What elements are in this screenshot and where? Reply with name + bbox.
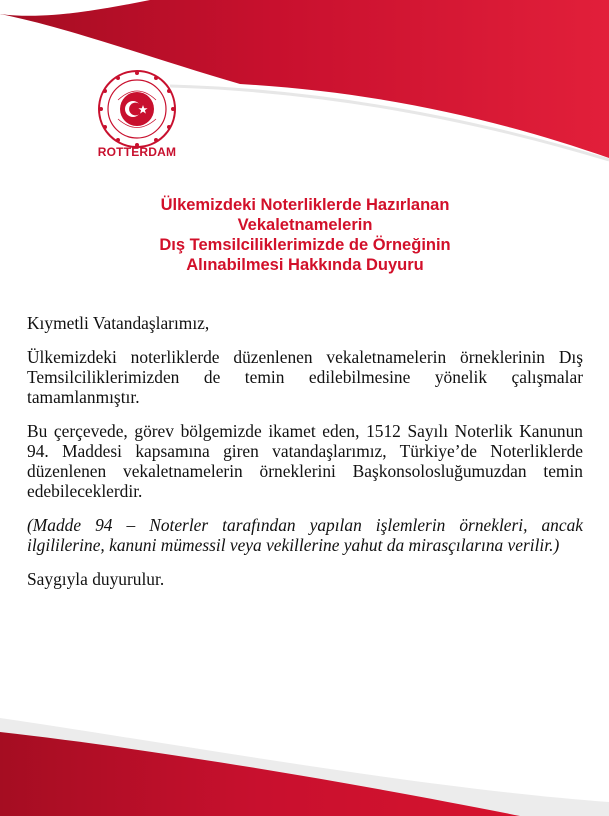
closing-line: Saygıyla duyurulur. (27, 569, 165, 589)
body-paragraph-2: Bu çerçevede, görev bölgemizde ikamet eden, 1512 Sayılı Noterlik Kanunun 94. Maddesi kapsamına giren vatandaşlarımız, Türkiye’de Noterliklerde düzenlenen vekaletnamelerin örneklerini Başkonsolosluğumuzdan temin edebileceklerdir. (27, 421, 583, 501)
greeting: Kıymetli Vatandaşlarımız, (27, 313, 210, 333)
announcement-body (27, 313, 583, 589)
title-line: Dış Temsilciliklerimizde de Örneğinin (159, 236, 451, 254)
title-line: Ülkemizdeki Noterliklerde Hazırlanan (160, 196, 450, 214)
consulate-city-name: ROTTERDAM (97, 145, 177, 159)
announcement-title (60, 195, 550, 275)
body-paragraph-1: Ülkemizdeki noterliklerde düzenlenen vekaletnamelerin örneklerinin Dış Temsilciliklerimizden de temin edilebilmesine yönelik çalışmalar tamamlanmıştır. (27, 347, 583, 407)
title-line: Vekaletnamelerin (237, 216, 373, 234)
footer-red-band (0, 706, 609, 816)
title-line: Alınabilmesi Hakkında Duyuru (186, 256, 424, 274)
law-article-note: (Madde 94 – Noterler tarafından yapılan işlemlerin örnekleri, ancak ilgililerine, kanuni mümessil veya vekillerine yahut da mirasçılarına verilir.) (27, 515, 583, 555)
consulate-emblem (96, 68, 178, 150)
